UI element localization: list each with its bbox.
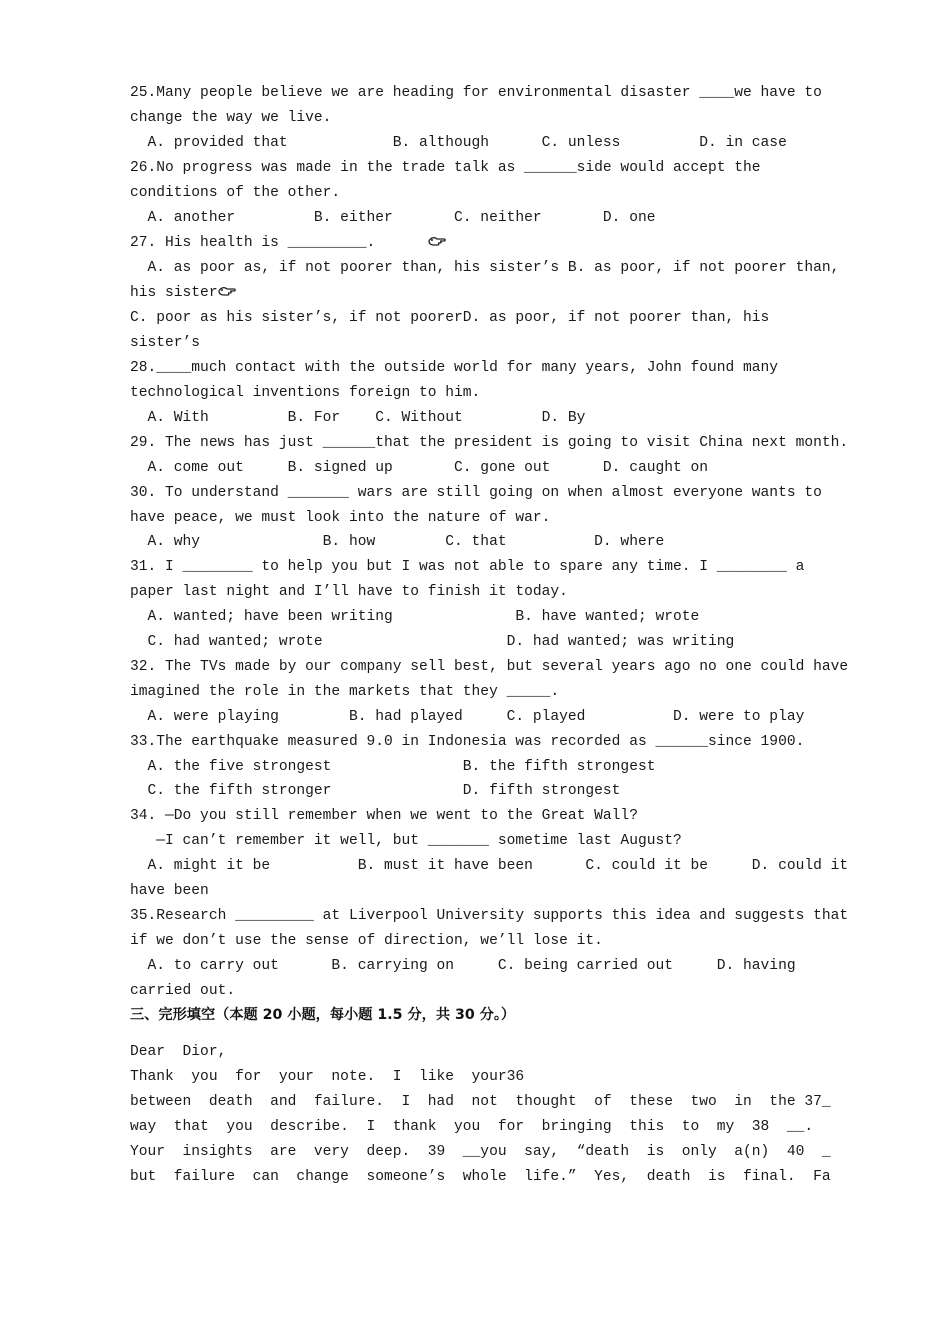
q28-options: A. With B. For C. Without D. By <box>130 410 586 426</box>
q29-options: A. come out B. signed up C. gone out D. caught on <box>130 460 709 476</box>
q34-line-2: —I can’t remember it well, but _______ sometime last August? <box>130 833 682 849</box>
q27-options-2-text: his sister <box>130 285 218 301</box>
letter-line-4: Your insights are very deep. 39 __you say, “death is only a(n) 40 _ <box>130 1144 831 1160</box>
q27-options-4: sister’s <box>130 335 201 351</box>
q27-options-2 <box>130 283 236 303</box>
q31-line-2: paper last night and I’ll have to finish it today. <box>130 584 568 600</box>
q26-options: A. another B. either C. neither D. one <box>130 210 656 226</box>
q31-options-2: C. had wanted; wrote D. had wanted; was writing <box>130 634 735 650</box>
q27-options-3: C. poor as his sister’s, if not poorerD. as poor, if not poorer than, his <box>130 310 770 326</box>
q25-options: A. provided that B. although C. unless D. in case <box>130 135 787 151</box>
letter-line-2: between death and failure. I had not thought of these two in the 37_ <box>130 1094 831 1110</box>
q33-line-1: 33.The earthquake measured 9.0 in Indonesia was recorded as ______since 1900. <box>130 734 805 750</box>
q34-line-1: 34. —Do you still remember when we went to the Great Wall? <box>130 808 638 824</box>
letter-line-5: but failure can change someone’s whole life.” Yes, death is final. Fa <box>130 1169 831 1185</box>
hand-pointer-icon <box>428 235 446 247</box>
q30-line-2: have peace, we must look into the nature of war. <box>130 510 551 526</box>
q34-options-1: A. might it be B. must it have been C. could it be D. could it <box>130 858 849 874</box>
q32-options: A. were playing B. had played C. played D. were to play <box>130 709 805 725</box>
q33-options-1: A. the five strongest B. the fifth strongest <box>130 759 656 775</box>
q35-options-1: A. to carry out B. carrying on C. being carried out D. having <box>130 958 796 974</box>
q32-line-2: imagined the role in the markets that they _____. <box>130 684 560 700</box>
q34-options-2: have been <box>130 883 209 899</box>
letter-line-1: Thank you for your note. I like your36 <box>130 1069 525 1085</box>
q27-stem: 27. His health is _________. <box>130 235 376 251</box>
q25-line-2: change the way we live. <box>130 110 332 126</box>
q29-line-1: 29. The news has just ______that the president is going to visit China next month. <box>130 435 849 451</box>
q35-line-1: 35.Research _________ at Liverpool University supports this idea and suggests that <box>130 908 849 924</box>
q35-options-2: carried out. <box>130 983 236 999</box>
q26-line-2: conditions of the other. <box>130 185 341 201</box>
q31-line-1: 31. I ________ to help you but I was not able to spare any time. I ________ a <box>130 559 805 575</box>
q31-options-1: A. wanted; have been writing B. have wanted; wrote <box>130 609 700 625</box>
q25-line-1: 25.Many people believe we are heading for environmental disaster ____we have to <box>130 85 822 101</box>
q28-line-1: 28.____much contact with the outside world for many years, John found many <box>130 360 779 376</box>
hand-pointer-icon <box>218 285 236 297</box>
q35-line-2: if we don’t use the sense of direction, we’ll lose it. <box>130 933 603 949</box>
q28-line-2: technological inventions foreign to him. <box>130 385 481 401</box>
section-heading: 三、完形填空（本题 20 小题，每小题 1.5 分，共 30 分。） <box>130 1007 516 1023</box>
q30-options: A. why B. how C. that D. where <box>130 534 665 550</box>
letter-line-3: way that you describe. I thank you for bringing this to my 38 __. <box>130 1119 814 1135</box>
q27-line-1 <box>130 233 446 253</box>
q32-line-1: 32. The TVs made by our company sell best, but several years ago no one could have <box>130 659 849 675</box>
q30-line-1: 30. To understand _______ wars are still going on when almost everyone wants to <box>130 485 822 501</box>
q27-options-1: A. as poor as, if not poorer than, his sister’s B. as poor, if not poorer than, <box>130 260 840 276</box>
q26-line-1: 26.No progress was made in the trade talk as ______side would accept the <box>130 160 761 176</box>
letter-salutation: Dear Dior, <box>130 1044 227 1060</box>
q33-options-2: C. the fifth stronger D. fifth strongest <box>130 783 621 799</box>
